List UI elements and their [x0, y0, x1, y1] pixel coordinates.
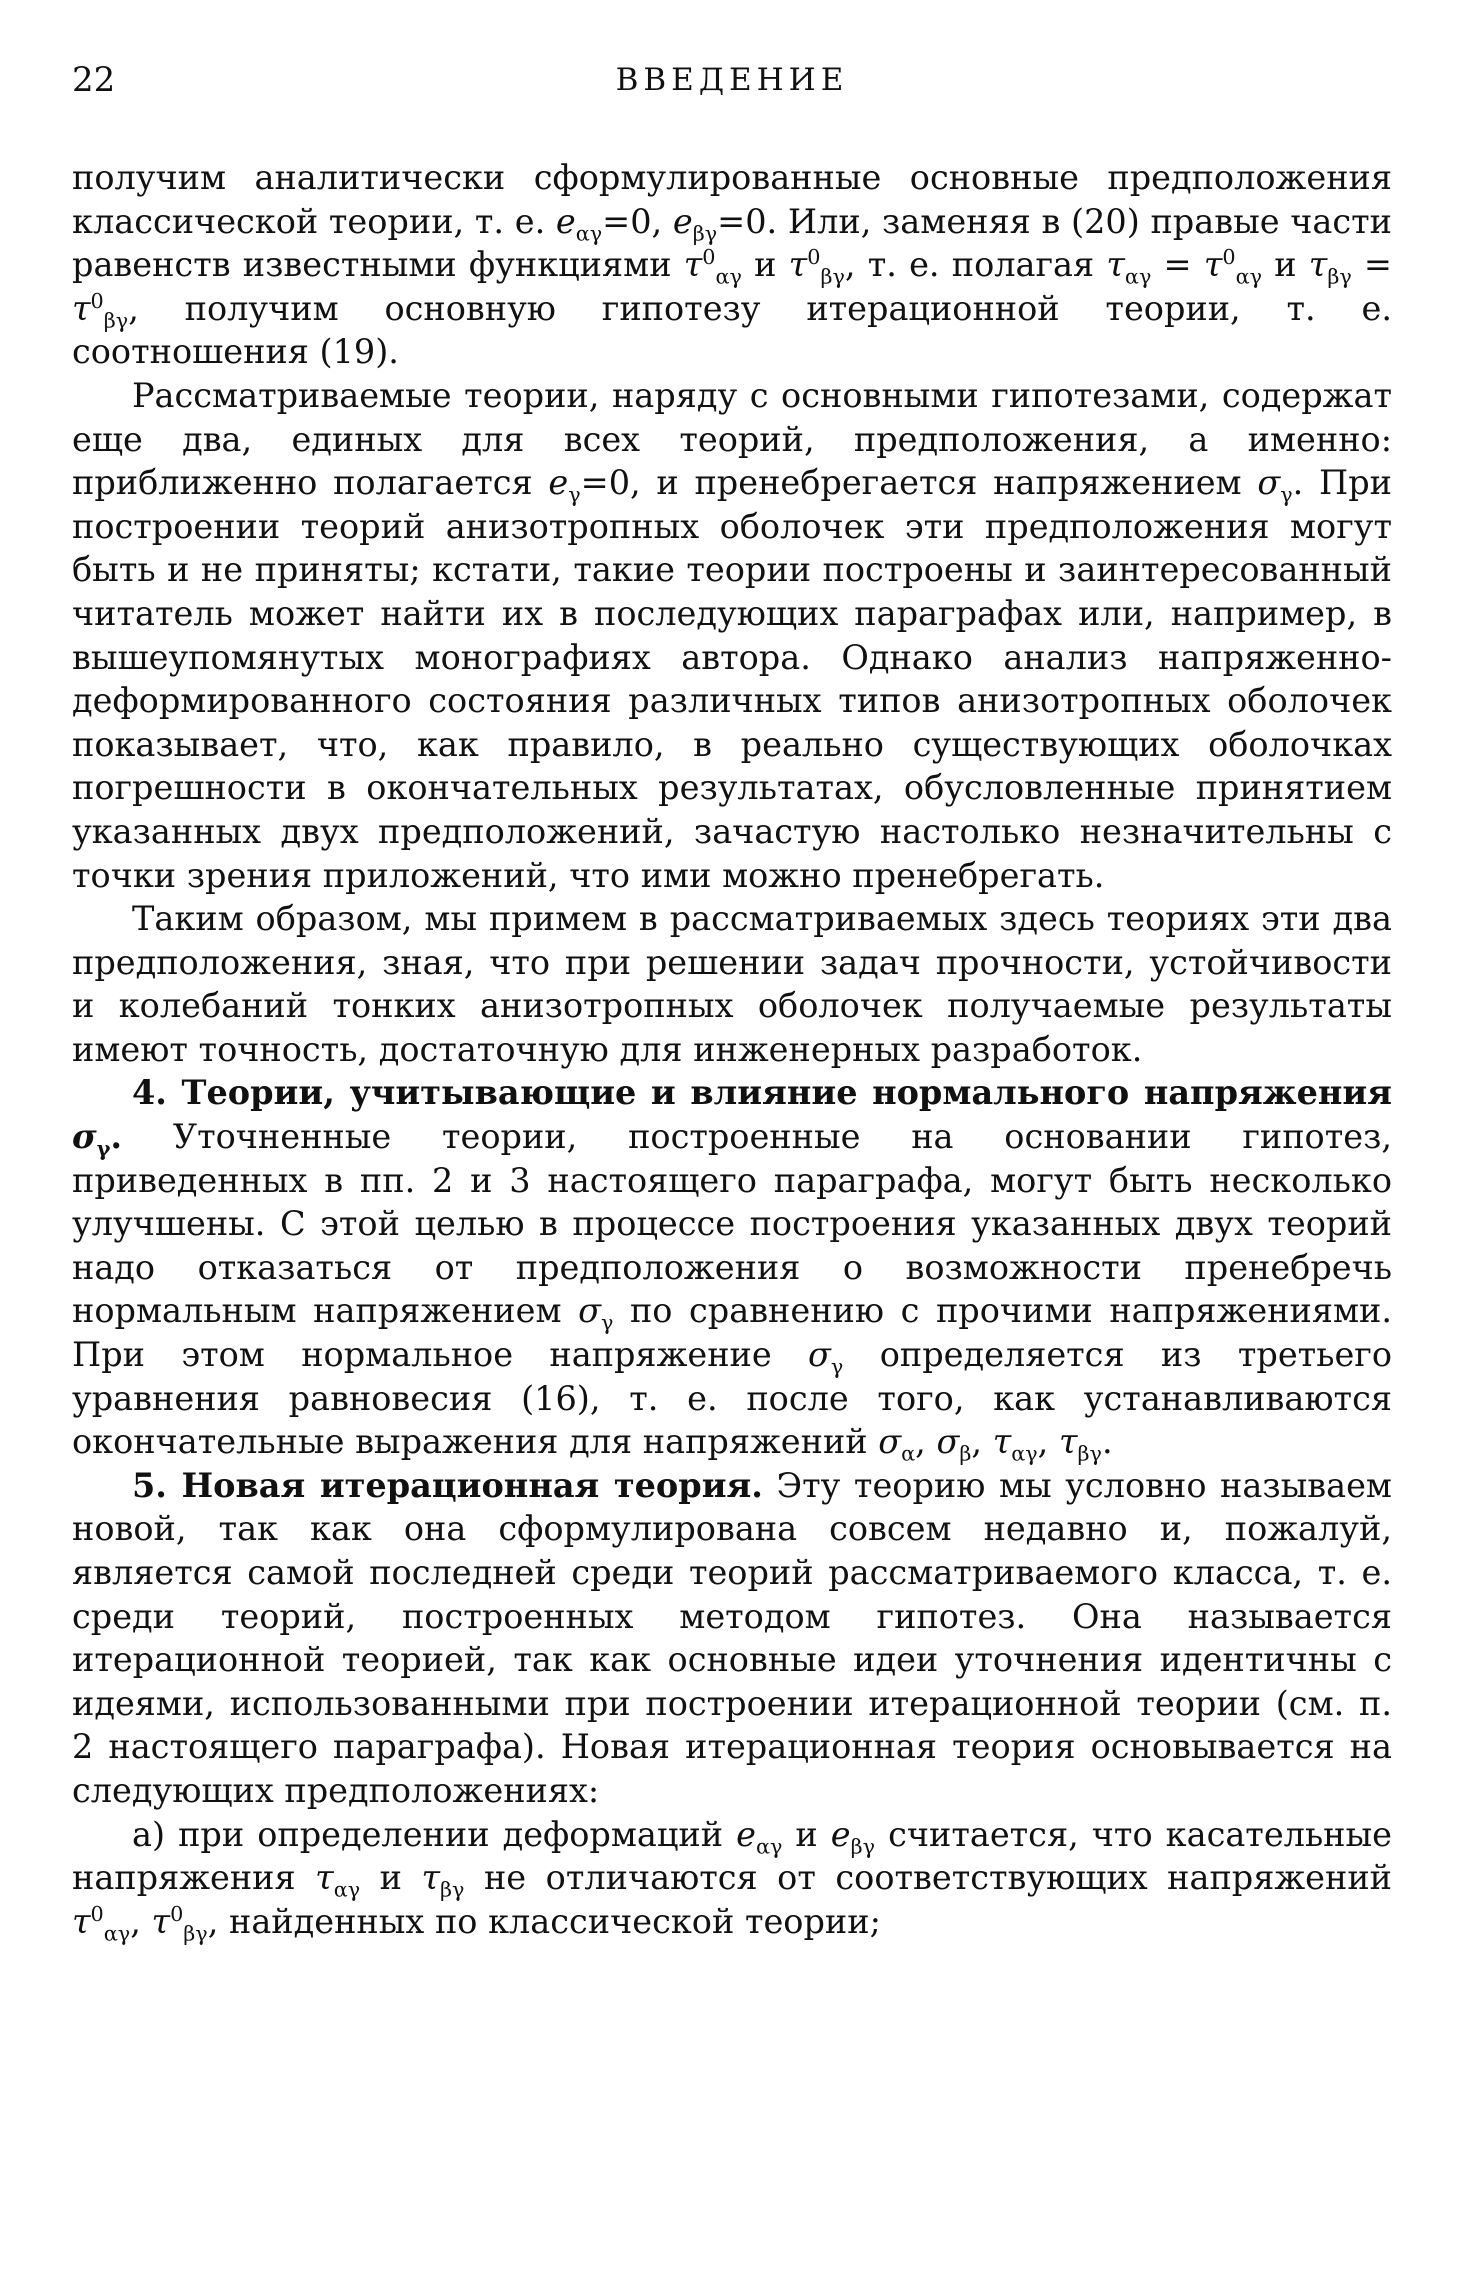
page: [72, 60, 1393, 1946]
section-5-paragraph: 5. Новая итерационная теория. Эту теорию мы условно называем новой, так как она сформулирована совсем недавно и, пожалуй, является самой последней среди теорий рассматриваемого класса, т. е. среди теорий, построенных методом гипотез. Она называется итерационной теорией, так как основные идеи уточнения идентичны с идеями, использованными при построении итерационной теории (см. п. 2 настоящего параграфа). Новая итерационная теория основывается на следующих предположениях:: [72, 1465, 1392, 1810]
section-5-heading: 5. Новая итерационная теория.: [132, 1465, 763, 1505]
running-head: ВВЕДЕНИЕ: [615, 62, 849, 98]
section-4-paragraph: 4. Теории, учитывающие и влияние нормального напряжения $\sigma_\gamma$. Уточненные теории, построенные на основании гипотез, приведенных в пп. 2 и 3 настоящего параграфа, могут быть несколько улучшены. С этой целью в процессе построения указанных двух теорий надо отказаться от предположения о возможности пренебречь нормальным напряжением $\sigma_\gamma$ по сравнению с прочими напряжениями. При этом нормальное напряжение $\sigma_\gamma$ определяется из третьего уравнения равновесия (16), т. е. после того, как устанавливаются окончательные выражения для напряжений $\sigma_\alpha$, $\sigma_\beta$, $\tau_{\alpha\gamma}$, $\tau_{\beta\gamma}$.: [72, 1073, 1392, 1466]
page-number: 22: [72, 60, 116, 100]
page-header: [72, 60, 1392, 112]
paragraph-continuation: получим аналитически сформулированные основные предположения классической теории, т. е. $e_{\alpha\gamma}=0$, $e_{\beta\gamma}=0$. Или, заменяя в (20) правые части равенств известными функциями $\tau^0_{\alpha\gamma}$ и $\tau^0_{\beta\gamma}$, т. е. полагая $\tau_{\alpha\gamma} = \tau^0_{\alpha\gamma}$ и $\tau_{\beta\gamma} = \tau^0_{\beta\gamma}$, получим основную гипотезу итерационной теории, т. е. соотношения (19).: [72, 158, 1393, 372]
paragraph-assumptions: Рассматриваемые теории, наряду с основными гипотезами, содержат еще два, единых для всех теорий, предположения, а именно: приближенно полагается $e_\gamma=0$, и пренебрегается напряжением $\sigma_\gamma$. При построении теорий анизотропных оболочек эти предположения могут быть и не приняты; кстати, такие теории построены и заинтересованный читатель может найти их в последующих параграфах или, например, в вышеупомянутых монографиях автора. Однако анализ напряженно-деформированного состояния различных типов анизотропных оболочек показывает, что, как правило, в реально существующих оболочках погрешности в окончательных результатах, обусловленные принятием указанных двух предположений, зачастую настолько незначительны с точки зрения приложений, что ими можно пренебрегать.: [72, 375, 1393, 895]
body-text: [72, 156, 1393, 1946]
list-item-a: а) при определении деформаций $e_{\alpha\gamma}$ и $e_{\beta\gamma}$ считается, что касательные напряжения $\tau_{\alpha\gamma}$ и $\tau_{\beta\gamma}$ не отличаются от соответствующих напряжений $\tau^0_{\alpha\gamma}$, $\tau^0_{\beta\gamma}$, найденных по классической теории;: [72, 1814, 1392, 1946]
paragraph-conclusion: Таким образом, мы примем в рассматриваемых здесь теориях эти два предположения, зная, что при решении задач прочности, устойчивости и колебаний тонких анизотропных оболочек получаемые результаты имеют точность, достаточную для инженерных разработок.: [72, 899, 1392, 1069]
section-4-heading: 4. Теории, учитывающие и влияние нормального напряжения: [132, 1073, 1392, 1113]
